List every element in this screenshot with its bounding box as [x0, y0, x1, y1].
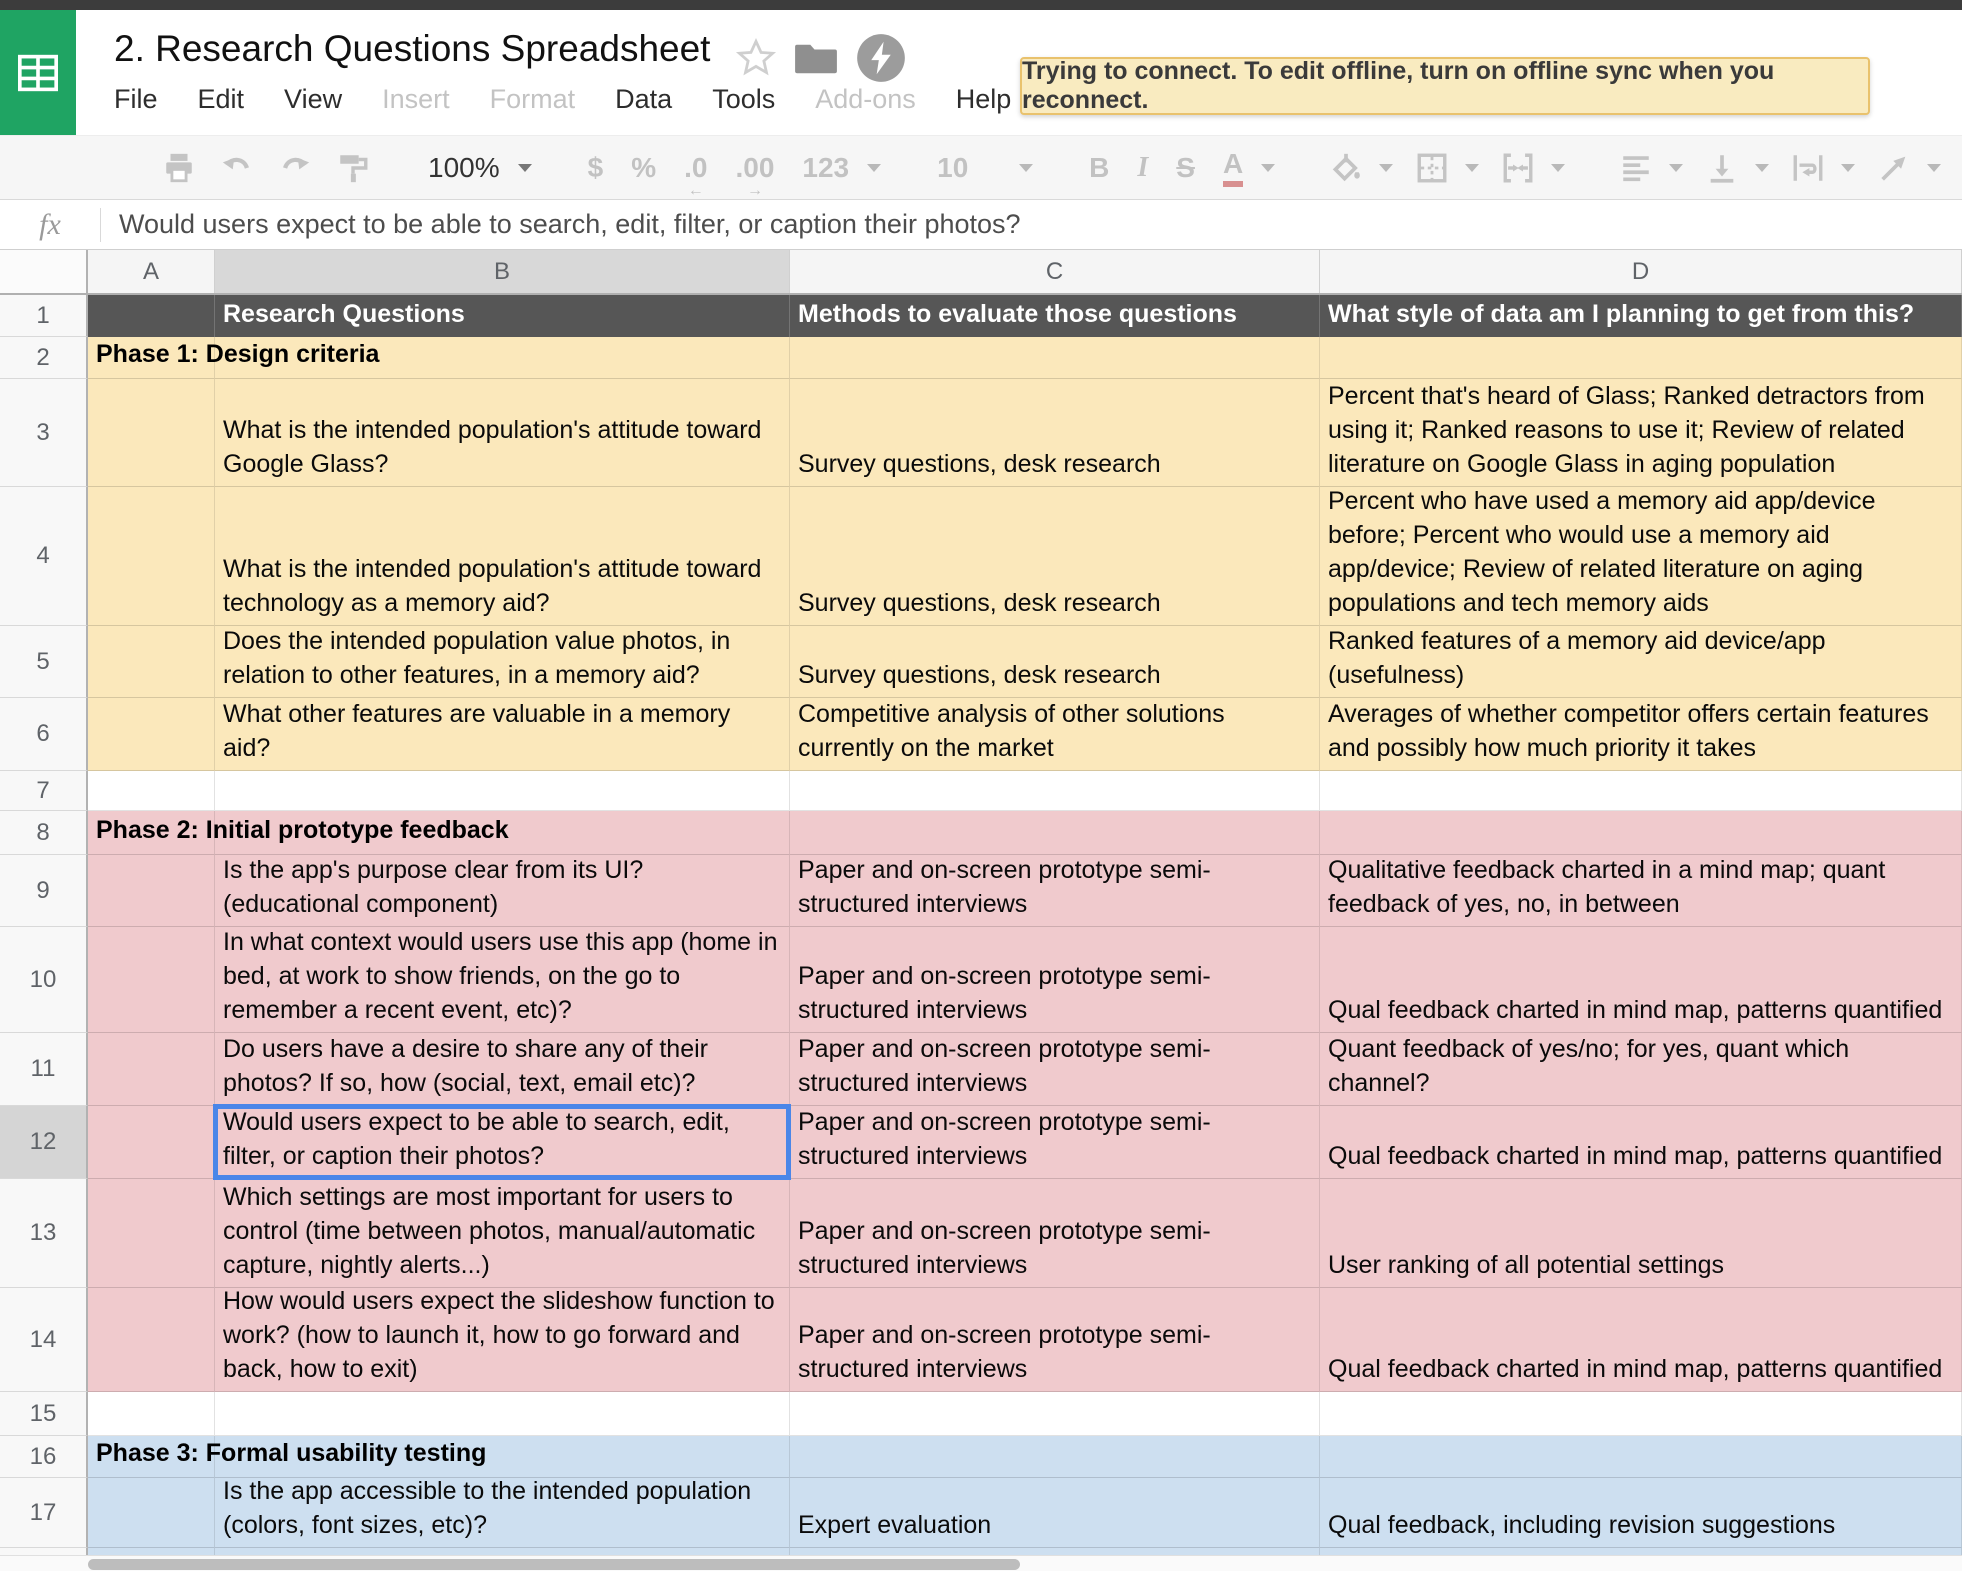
cell-C7[interactable] — [790, 771, 1320, 811]
cell-text: Paper and on-screen prototype semi-structured interviews — [798, 856, 1211, 918]
cell-B10[interactable] — [215, 927, 790, 1033]
row-number-6[interactable]: 6 — [0, 698, 88, 771]
cell-C16[interactable] — [790, 1436, 1320, 1478]
format-percent-button[interactable]: % — [631, 151, 657, 183]
row-number-15[interactable]: 15 — [0, 1392, 88, 1436]
text-color-button[interactable] — [1209, 148, 1285, 187]
number-format-button[interactable] — [788, 152, 891, 184]
sheet-row-12 — [0, 1106, 1962, 1179]
cell-text: What style of data am I planning to get from this? — [1328, 299, 1915, 328]
increase-decimals-button[interactable]: .00 → — [735, 151, 775, 199]
cell-D17[interactable] — [1320, 1478, 1962, 1548]
cell-C6[interactable] — [790, 698, 1320, 771]
undo-button[interactable] — [220, 151, 254, 185]
toolbar — [0, 135, 1962, 200]
row-number-12[interactable]: 12 — [0, 1106, 88, 1179]
phase-title-text: Phase 1: Design criteria — [96, 340, 380, 368]
row-number-10[interactable]: 10 — [0, 927, 88, 1033]
sheet-row-7 — [0, 771, 1962, 811]
cell-B7[interactable] — [215, 771, 790, 811]
paint-format-button[interactable] — [336, 151, 370, 185]
italic-button[interactable]: I — [1137, 151, 1149, 183]
horizontal-scrollbar-thumb[interactable] — [88, 1559, 1020, 1570]
cell-A1[interactable] — [88, 295, 215, 337]
borders-grid-icon — [1415, 151, 1449, 185]
cell-D10[interactable] — [1320, 927, 1962, 1033]
cell-B12[interactable] — [215, 1106, 790, 1179]
sheet-row-9 — [0, 855, 1962, 927]
sheet-row-10 — [0, 927, 1962, 1033]
menu-help[interactable]: Help — [955, 84, 1012, 114]
cell-text: Percent that's heard of Glass; Ranked detractors from using it; Ranked reasons to use it; Review of related literature on Google Glass in aging population — [1328, 382, 1925, 478]
cell-text: Methods to evaluate those questions — [798, 299, 1237, 328]
cell-A16[interactable] — [88, 1436, 487, 1478]
menu-data[interactable]: Data — [615, 84, 673, 114]
phase-title-text: Phase 2: Initial prototype feedback — [96, 816, 509, 844]
row-number-1[interactable]: 1 — [0, 295, 88, 337]
row-number-18[interactable] — [0, 1548, 88, 1555]
sheet-row-3 — [0, 379, 1962, 487]
cell-D18[interactable] — [1320, 1548, 1962, 1555]
cell-A8[interactable] — [88, 811, 509, 855]
cell-B18[interactable] — [215, 1548, 790, 1555]
cell-D5[interactable] — [1320, 626, 1962, 698]
cell-text: Survey questions, desk research — [798, 589, 1161, 617]
cell-text: Qual feedback charted in mind map, patterns quantified — [1328, 1355, 1943, 1383]
app-header — [0, 10, 1962, 135]
fx-label: fx — [39, 207, 61, 241]
cell-D6[interactable] — [1320, 698, 1962, 771]
cell-C5[interactable] — [790, 626, 1320, 698]
cell-C17[interactable] — [790, 1478, 1320, 1548]
offline-notification-banner — [1020, 57, 1870, 115]
text-wrap-button[interactable] — [1779, 151, 1865, 185]
formula-input[interactable]: Would users expect to be able to search, edit, filter, or caption their photos? — [119, 209, 1021, 239]
cell-A10[interactable] — [88, 927, 215, 1033]
cell-text: Quant feedback of yes/no; for yes, quant which channel? — [1328, 1035, 1850, 1097]
sheet-row-18 — [0, 1548, 1962, 1555]
row-number-5[interactable]: 5 — [0, 626, 88, 698]
window-top-strip — [0, 0, 1962, 10]
right-arrow-icon: → — [746, 181, 763, 199]
menu-add-ons: Add-ons — [815, 84, 916, 114]
cell-text: Survey questions, desk research — [798, 661, 1161, 689]
row-number-14[interactable]: 14 — [0, 1288, 88, 1392]
decrease-decimals-button[interactable]: .0 ← — [684, 151, 708, 199]
cell-text: What is the intended population's attitude toward Google Glass? — [223, 416, 762, 478]
cell-text: Which settings are most important for users to control (time between photos, manual/automatic capture, nightly alerts...) — [223, 1183, 756, 1279]
star-icon[interactable] — [735, 37, 777, 79]
text-rotation-icon — [1877, 151, 1911, 185]
cell-D7[interactable] — [1320, 771, 1962, 811]
paint-bucket-icon — [1329, 151, 1363, 185]
sheet-row-2 — [0, 337, 1962, 379]
strikethrough-button[interactable]: S — [1176, 151, 1195, 183]
cell-text: Is the app's purpose clear from its UI? (educational component) — [223, 856, 644, 918]
borders-button[interactable] — [1403, 151, 1489, 185]
cell-C13[interactable] — [790, 1179, 1320, 1288]
chevron-down-icon — [867, 164, 881, 172]
cell-text: Ranked features of a memory aid device/app (usefulness) — [1328, 627, 1826, 689]
cell-A3[interactable] — [88, 379, 215, 487]
cell-text: Paper and on-screen prototype semi-structured interviews — [798, 962, 1211, 1024]
sheet-row-14 — [0, 1288, 1962, 1392]
cell-B15[interactable] — [215, 1392, 790, 1436]
sheet-row-4 — [0, 487, 1962, 626]
print-button[interactable] — [162, 151, 196, 185]
row-number-16[interactable]: 16 — [0, 1436, 88, 1478]
cell-text: What is the intended population's attitude toward technology as a memory aid? — [223, 555, 762, 617]
column-header-c[interactable]: C — [790, 250, 1320, 293]
left-arrow-icon: ← — [687, 181, 704, 199]
cell-A12[interactable] — [88, 1106, 215, 1179]
cell-A18[interactable] — [88, 1548, 215, 1555]
cell-text: Would users expect to be able to search, edit, filter, or caption their photos? — [223, 1108, 730, 1170]
vertical-align-icon — [1705, 151, 1739, 185]
cell-C15[interactable] — [790, 1392, 1320, 1436]
cell-text: Qual feedback, including revision suggestions — [1328, 1511, 1836, 1539]
row-number-9[interactable]: 9 — [0, 855, 88, 927]
sheet-row-13 — [0, 1179, 1962, 1288]
cell-A5[interactable] — [88, 626, 215, 698]
sheet-row-15 — [0, 1392, 1962, 1436]
cell-D13[interactable] — [1320, 1179, 1962, 1288]
menu-tools[interactable]: Tools — [712, 84, 776, 114]
chevron-down-icon — [1019, 164, 1033, 172]
vertical-align-button[interactable] — [1693, 151, 1779, 185]
sheets-logo[interactable] — [0, 10, 76, 135]
sheet-row-5 — [0, 626, 1962, 698]
cell-C1[interactable] — [790, 295, 1320, 337]
cell-A14[interactable] — [88, 1288, 215, 1392]
cell-text: Averages of whether competitor offers certain features and possibly how much priority it takes — [1328, 700, 1929, 762]
document-title[interactable]: 2. Research Questions Spreadsheet — [114, 28, 711, 69]
bold-button[interactable]: B — [1089, 151, 1110, 183]
column-header-d[interactable]: D — [1320, 250, 1962, 293]
sheet-row-16 — [0, 1436, 1962, 1478]
cell-B4[interactable] — [215, 487, 790, 626]
sheet-row-17 — [0, 1478, 1962, 1548]
chevron-down-icon — [1841, 164, 1855, 172]
chevron-down-icon — [1261, 164, 1275, 172]
row-number-13[interactable]: 13 — [0, 1179, 88, 1288]
cell-C18[interactable] — [790, 1548, 1320, 1555]
column-header-b[interactable]: B — [215, 250, 790, 293]
menu-format: Format — [489, 84, 576, 114]
cell-text: Paper and on-screen prototype semi-structured interviews — [798, 1217, 1211, 1279]
cell-C2[interactable] — [790, 337, 1320, 379]
zoom-value: 100% — [428, 151, 500, 183]
chevron-down-icon — [1669, 164, 1683, 172]
cell-A4[interactable] — [88, 487, 215, 626]
chevron-down-icon — [1551, 164, 1565, 172]
phase-title-text: Phase 3: Formal usability testing — [96, 1439, 487, 1467]
cell-A17[interactable] — [88, 1478, 215, 1548]
font-size-select[interactable] — [923, 152, 1043, 184]
cell-B1[interactable] — [215, 295, 790, 337]
sheet-row-11 — [0, 1033, 1962, 1106]
cell-B14[interactable] — [215, 1288, 790, 1392]
row-number-17[interactable]: 17 — [0, 1478, 88, 1548]
cell-B11[interactable] — [215, 1033, 790, 1106]
cell-text: Survey questions, desk research — [798, 450, 1161, 478]
align-lines-icon — [1619, 151, 1653, 185]
menu-bar — [114, 84, 1011, 115]
cell-C8[interactable] — [790, 811, 1320, 855]
offline-bolt-icon[interactable] — [855, 32, 907, 84]
cell-D11[interactable] — [1320, 1033, 1962, 1106]
menu-edit[interactable]: Edit — [197, 84, 245, 114]
cell-text: Paper and on-screen prototype semi-structured interviews — [798, 1321, 1211, 1383]
chevron-down-icon — [1927, 164, 1941, 172]
merge-cells-button[interactable] — [1489, 151, 1575, 185]
cell-text: Research Questions — [223, 299, 465, 328]
redo-button[interactable] — [278, 151, 312, 185]
cell-text: Qualitative feedback charted in a mind map; quant feedback of yes, no, in between — [1328, 856, 1886, 918]
cell-B9[interactable] — [215, 855, 790, 927]
cell-text: Paper and on-screen prototype semi-structured interviews — [798, 1108, 1211, 1170]
cell-D8[interactable] — [1320, 811, 1962, 855]
row-number-2[interactable]: 2 — [0, 337, 88, 379]
cell-text: Do users have a desire to share any of their photos? If so, how (social, text, email etc)? — [223, 1035, 708, 1097]
cell-text: Does the intended population value photos, in relation to other features, in a memory aid? — [223, 627, 731, 689]
merge-cells-icon — [1501, 151, 1535, 185]
cell-text: Percent who have used a memory aid app/device before; Percent who would use a memory aid app/device; Review of related literature on aging populations and tech memory aids — [1328, 487, 1876, 617]
cell-D1[interactable] — [1320, 295, 1962, 337]
chevron-down-icon — [1755, 164, 1769, 172]
horizontal-align-button[interactable] — [1607, 151, 1693, 185]
cell-B6[interactable] — [215, 698, 790, 771]
select-all-corner[interactable] — [0, 250, 88, 293]
cell-A15[interactable] — [88, 1392, 215, 1436]
cell-A9[interactable] — [88, 855, 215, 927]
cell-C11[interactable] — [790, 1033, 1320, 1106]
cell-A6[interactable] — [88, 698, 215, 771]
cell-A7[interactable] — [88, 771, 215, 811]
column-headers — [0, 250, 1962, 295]
cell-text: Qual feedback charted in mind map, patterns quantified — [1328, 996, 1943, 1024]
cell-B3[interactable] — [215, 379, 790, 487]
menu-file[interactable]: File — [114, 84, 158, 114]
cell-B5[interactable] — [215, 626, 790, 698]
cell-C3[interactable] — [790, 379, 1320, 487]
spreadsheet-grid — [0, 295, 1962, 1555]
move-to-folder-icon[interactable] — [793, 39, 839, 77]
menu-insert: Insert — [382, 84, 450, 114]
cell-A2[interactable] — [88, 337, 380, 379]
chevron-down-icon — [1465, 164, 1479, 172]
sheets-grid-icon — [16, 53, 60, 93]
formula-bar — [0, 200, 1962, 250]
cell-B13[interactable] — [215, 1179, 790, 1288]
horizontal-scrollbar — [0, 1555, 1962, 1571]
cell-D12[interactable] — [1320, 1106, 1962, 1179]
chevron-down-icon — [518, 164, 532, 172]
row-number-7[interactable]: 7 — [0, 771, 88, 811]
cell-D2[interactable] — [1320, 337, 1962, 379]
menu-view[interactable]: View — [284, 84, 343, 114]
text-wrap-icon — [1791, 151, 1825, 185]
fill-color-button[interactable] — [1317, 151, 1403, 185]
cell-text: What other features are valuable in a memory aid? — [223, 700, 731, 762]
chevron-down-icon — [1379, 164, 1393, 172]
cell-text: Is the app accessible to the intended population (colors, font sizes, etc)? — [223, 1478, 752, 1539]
sheet-row-6 — [0, 698, 1962, 771]
cell-D15[interactable] — [1320, 1392, 1962, 1436]
cell-D9[interactable] — [1320, 855, 1962, 927]
cell-text: User ranking of all potential settings — [1328, 1251, 1725, 1279]
row-number-8[interactable]: 8 — [0, 811, 88, 855]
sheet-row-8 — [0, 811, 1962, 855]
format-currency-button[interactable]: $ — [587, 151, 604, 183]
cell-text: In what context would users use this app (home in bed, at work to show friends, on the go to remember a recent event, etc)? — [223, 928, 778, 1024]
sheet-row-1 — [0, 295, 1962, 337]
cell-text: How would users expect the slideshow function to work? (how to launch it, how to go forward and back, how to exit) — [223, 1288, 775, 1383]
cell-D14[interactable] — [1320, 1288, 1962, 1392]
row-number-4[interactable]: 4 — [0, 487, 88, 626]
cell-B17[interactable] — [215, 1478, 790, 1548]
cell-C9[interactable] — [790, 855, 1320, 927]
row-number-3[interactable]: 3 — [0, 379, 88, 487]
cell-D16[interactable] — [1320, 1436, 1962, 1478]
font-size-value: 10 — [937, 151, 969, 183]
cell-text: Competitive analysis of other solutions currently on the market — [798, 700, 1225, 762]
cell-C14[interactable] — [790, 1288, 1320, 1392]
cell-C4[interactable] — [790, 487, 1320, 626]
text-color-label: A — [1223, 148, 1243, 187]
cell-D3[interactable] — [1320, 379, 1962, 487]
column-header-a[interactable]: A — [88, 250, 215, 293]
cell-A13[interactable] — [88, 1179, 215, 1288]
row-number-11[interactable]: 11 — [0, 1033, 88, 1106]
banner-text: Trying to connect. To edit offline, turn on offline sync when you reconnect. — [1022, 57, 1775, 114]
cell-C10[interactable] — [790, 927, 1320, 1033]
zoom-select[interactable] — [414, 152, 542, 184]
cell-text: Expert evaluation — [798, 1511, 992, 1539]
cell-C12[interactable] — [790, 1106, 1320, 1179]
number-format-label: 123 — [802, 151, 850, 183]
cell-A11[interactable] — [88, 1033, 215, 1106]
cell-text: Paper and on-screen prototype semi-structured interviews — [798, 1035, 1211, 1097]
cell-D4[interactable] — [1320, 487, 1962, 626]
cell-text: Qual feedback charted in mind map, patterns quantified — [1328, 1142, 1943, 1170]
text-rotation-button[interactable] — [1865, 151, 1951, 185]
